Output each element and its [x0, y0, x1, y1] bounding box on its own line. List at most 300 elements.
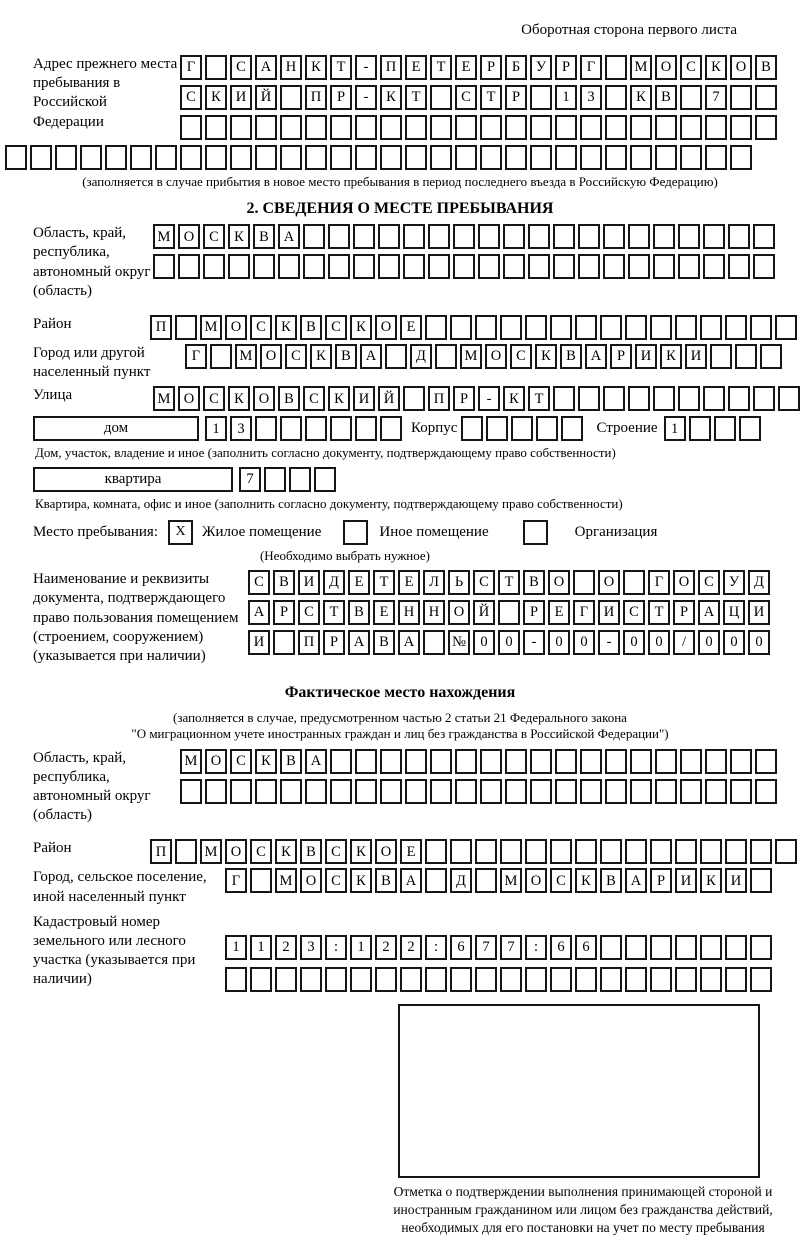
char-box[interactable]: [680, 145, 702, 170]
char-box[interactable]: [500, 315, 522, 340]
char-box[interactable]: [578, 386, 600, 411]
char-box[interactable]: О: [178, 386, 200, 411]
char-box[interactable]: К: [350, 839, 372, 864]
char-box[interactable]: М: [153, 386, 175, 411]
char-box[interactable]: Р: [650, 868, 672, 893]
char-box[interactable]: И: [725, 868, 747, 893]
char-box[interactable]: [655, 749, 677, 774]
char-box[interactable]: [600, 315, 622, 340]
char-box[interactable]: К: [275, 315, 297, 340]
char-box[interactable]: [253, 254, 275, 279]
char-box[interactable]: [600, 839, 622, 864]
char-box[interactable]: П: [150, 839, 172, 864]
char-box[interactable]: Ц: [723, 600, 745, 625]
char-box[interactable]: Т: [323, 600, 345, 625]
char-box[interactable]: [280, 779, 302, 804]
char-box[interactable]: [330, 749, 352, 774]
char-box[interactable]: [230, 779, 252, 804]
char-box[interactable]: [525, 967, 547, 992]
char-box[interactable]: В: [375, 868, 397, 893]
prev-address-row-4[interactable]: [5, 145, 795, 170]
char-box[interactable]: [175, 839, 197, 864]
char-box[interactable]: 1: [664, 416, 686, 441]
char-box[interactable]: К: [228, 224, 250, 249]
char-box[interactable]: [503, 224, 525, 249]
char-box[interactable]: Л: [423, 570, 445, 595]
char-box[interactable]: 3: [230, 416, 252, 441]
char-box[interactable]: [378, 224, 400, 249]
char-box[interactable]: С: [455, 85, 477, 110]
char-box[interactable]: [503, 254, 525, 279]
char-box[interactable]: [430, 749, 452, 774]
char-box[interactable]: Т: [373, 570, 395, 595]
char-box[interactable]: Р: [330, 85, 352, 110]
char-box[interactable]: 0: [698, 630, 720, 655]
char-box[interactable]: С: [473, 570, 495, 595]
char-box[interactable]: 1: [555, 85, 577, 110]
char-box[interactable]: [605, 115, 627, 140]
char-box[interactable]: [675, 839, 697, 864]
char-box[interactable]: [500, 967, 522, 992]
char-box[interactable]: [205, 779, 227, 804]
char-box[interactable]: [380, 115, 402, 140]
cadastre-row-1[interactable]: [225, 935, 775, 960]
district-row[interactable]: [150, 315, 800, 340]
char-box[interactable]: [380, 779, 402, 804]
char-box[interactable]: [80, 145, 102, 170]
char-box[interactable]: М: [630, 55, 652, 80]
char-box[interactable]: [555, 115, 577, 140]
char-box[interactable]: [428, 254, 450, 279]
char-box[interactable]: [450, 839, 472, 864]
char-box[interactable]: [630, 145, 652, 170]
char-box[interactable]: [380, 749, 402, 774]
char-box[interactable]: -: [355, 85, 377, 110]
char-box[interactable]: [725, 935, 747, 960]
char-box[interactable]: 7: [475, 935, 497, 960]
char-box[interactable]: [250, 967, 272, 992]
char-box[interactable]: О: [225, 315, 247, 340]
char-box[interactable]: [730, 115, 752, 140]
char-box[interactable]: [700, 967, 722, 992]
char-box[interactable]: [280, 416, 302, 441]
char-box[interactable]: И: [353, 386, 375, 411]
checkbox-residential[interactable]: X: [168, 520, 193, 545]
char-box[interactable]: О: [673, 570, 695, 595]
char-box[interactable]: Г: [648, 570, 670, 595]
char-box[interactable]: [730, 749, 752, 774]
char-box[interactable]: М: [500, 868, 522, 893]
char-box[interactable]: [700, 935, 722, 960]
char-box[interactable]: С: [250, 839, 272, 864]
korpus-row[interactable]: [461, 416, 586, 441]
char-box[interactable]: С: [550, 868, 572, 893]
char-box[interactable]: М: [180, 749, 202, 774]
char-box[interactable]: [678, 224, 700, 249]
char-box[interactable]: Д: [748, 570, 770, 595]
char-box[interactable]: [450, 967, 472, 992]
prev-address-row-3[interactable]: [180, 115, 780, 140]
char-box[interactable]: [430, 115, 452, 140]
char-box[interactable]: [775, 315, 797, 340]
char-box[interactable]: [725, 315, 747, 340]
char-box[interactable]: [625, 935, 647, 960]
char-box[interactable]: [550, 839, 572, 864]
char-box[interactable]: [530, 85, 552, 110]
char-box[interactable]: Е: [373, 600, 395, 625]
char-box[interactable]: 1: [350, 935, 372, 960]
char-box[interactable]: [230, 115, 252, 140]
char-box[interactable]: [623, 570, 645, 595]
char-box[interactable]: О: [730, 55, 752, 80]
char-box[interactable]: [328, 254, 350, 279]
char-box[interactable]: [205, 145, 227, 170]
char-box[interactable]: Н: [280, 55, 302, 80]
char-box[interactable]: К: [660, 344, 682, 369]
char-box[interactable]: 0: [498, 630, 520, 655]
char-box[interactable]: О: [598, 570, 620, 595]
char-box[interactable]: [625, 315, 647, 340]
actual-district-row[interactable]: [150, 839, 800, 864]
char-box[interactable]: К: [310, 344, 332, 369]
char-box[interactable]: [255, 416, 277, 441]
char-box[interactable]: В: [348, 600, 370, 625]
char-box[interactable]: П: [305, 85, 327, 110]
char-box[interactable]: [250, 868, 272, 893]
char-box[interactable]: [205, 55, 227, 80]
char-box[interactable]: -: [355, 55, 377, 80]
char-box[interactable]: [475, 839, 497, 864]
char-box[interactable]: [505, 779, 527, 804]
char-box[interactable]: В: [523, 570, 545, 595]
char-box[interactable]: [505, 749, 527, 774]
char-box[interactable]: О: [448, 600, 470, 625]
char-box[interactable]: Н: [398, 600, 420, 625]
char-box[interactable]: П: [380, 55, 402, 80]
prev-address-row-1[interactable]: [180, 55, 780, 80]
char-box[interactable]: [603, 224, 625, 249]
char-box[interactable]: [580, 779, 602, 804]
city-row[interactable]: [185, 344, 785, 369]
char-box[interactable]: [600, 935, 622, 960]
char-box[interactable]: О: [253, 386, 275, 411]
char-box[interactable]: [650, 967, 672, 992]
char-box[interactable]: [755, 779, 777, 804]
char-box[interactable]: [425, 967, 447, 992]
char-box[interactable]: [603, 386, 625, 411]
char-box[interactable]: [475, 967, 497, 992]
char-box[interactable]: [710, 344, 732, 369]
checkbox-other-premises[interactable]: [343, 520, 368, 545]
char-box[interactable]: [55, 145, 77, 170]
char-box[interactable]: [30, 145, 52, 170]
char-box[interactable]: В: [560, 344, 582, 369]
char-box[interactable]: Г: [580, 55, 602, 80]
char-box[interactable]: В: [300, 315, 322, 340]
char-box[interactable]: И: [748, 600, 770, 625]
char-box[interactable]: Е: [548, 600, 570, 625]
char-box[interactable]: [700, 315, 722, 340]
char-box[interactable]: [725, 967, 747, 992]
char-box[interactable]: А: [400, 868, 422, 893]
char-box[interactable]: [675, 315, 697, 340]
char-box[interactable]: [750, 967, 772, 992]
char-box[interactable]: А: [625, 868, 647, 893]
char-box[interactable]: 3: [580, 85, 602, 110]
char-box[interactable]: [280, 115, 302, 140]
char-box[interactable]: 0: [548, 630, 570, 655]
char-box[interactable]: [703, 386, 725, 411]
char-box[interactable]: [653, 224, 675, 249]
char-box[interactable]: [353, 224, 375, 249]
char-box[interactable]: [300, 967, 322, 992]
char-box[interactable]: Е: [405, 55, 427, 80]
char-box[interactable]: Д: [410, 344, 432, 369]
char-box[interactable]: [630, 115, 652, 140]
char-box[interactable]: Р: [453, 386, 475, 411]
char-box[interactable]: [675, 967, 697, 992]
char-box[interactable]: [605, 145, 627, 170]
char-box[interactable]: М: [153, 224, 175, 249]
char-box[interactable]: [528, 254, 550, 279]
char-box[interactable]: М: [200, 839, 222, 864]
char-box[interactable]: С: [510, 344, 532, 369]
char-box[interactable]: А: [278, 224, 300, 249]
char-box[interactable]: [305, 115, 327, 140]
char-box[interactable]: [575, 315, 597, 340]
char-box[interactable]: 3: [300, 935, 322, 960]
char-box[interactable]: [536, 416, 558, 441]
char-box[interactable]: С: [230, 749, 252, 774]
char-box[interactable]: [385, 344, 407, 369]
char-box[interactable]: С: [203, 386, 225, 411]
char-box[interactable]: [561, 416, 583, 441]
char-box[interactable]: А: [398, 630, 420, 655]
char-box[interactable]: А: [360, 344, 382, 369]
char-box[interactable]: Д: [450, 868, 472, 893]
char-box[interactable]: [255, 115, 277, 140]
char-box[interactable]: [578, 224, 600, 249]
char-box[interactable]: [350, 967, 372, 992]
char-box[interactable]: В: [253, 224, 275, 249]
char-box[interactable]: С: [325, 839, 347, 864]
char-box[interactable]: У: [723, 570, 745, 595]
char-box[interactable]: [505, 145, 527, 170]
char-box[interactable]: Й: [255, 85, 277, 110]
char-box[interactable]: [405, 749, 427, 774]
char-box[interactable]: Е: [400, 315, 422, 340]
char-box[interactable]: [530, 749, 552, 774]
char-box[interactable]: [425, 839, 447, 864]
char-box[interactable]: :: [325, 935, 347, 960]
char-box[interactable]: 7: [239, 467, 261, 492]
char-box[interactable]: [714, 416, 736, 441]
char-box[interactable]: [455, 145, 477, 170]
char-box[interactable]: №: [448, 630, 470, 655]
char-box[interactable]: А: [698, 600, 720, 625]
char-box[interactable]: [180, 145, 202, 170]
actual-city-row[interactable]: [225, 868, 775, 893]
char-box[interactable]: [280, 145, 302, 170]
char-box[interactable]: К: [255, 749, 277, 774]
char-box[interactable]: [330, 779, 352, 804]
char-box[interactable]: К: [380, 85, 402, 110]
char-box[interactable]: Р: [555, 55, 577, 80]
char-box[interactable]: [650, 839, 672, 864]
char-box[interactable]: [498, 600, 520, 625]
char-box[interactable]: 7: [500, 935, 522, 960]
document-row-3[interactable]: [248, 630, 773, 655]
char-box[interactable]: [778, 386, 800, 411]
char-box[interactable]: М: [235, 344, 257, 369]
char-box[interactable]: 2: [275, 935, 297, 960]
char-box[interactable]: [678, 386, 700, 411]
char-box[interactable]: [255, 779, 277, 804]
char-box[interactable]: К: [503, 386, 525, 411]
char-box[interactable]: 2: [400, 935, 422, 960]
char-box[interactable]: [486, 416, 508, 441]
region-row-1[interactable]: [153, 224, 778, 249]
char-box[interactable]: [380, 145, 402, 170]
char-box[interactable]: [705, 779, 727, 804]
char-box[interactable]: [278, 254, 300, 279]
char-box[interactable]: 2: [375, 935, 397, 960]
char-box[interactable]: [739, 416, 761, 441]
apartment-row[interactable]: [239, 467, 339, 492]
char-box[interactable]: [730, 145, 752, 170]
char-box[interactable]: [655, 145, 677, 170]
char-box[interactable]: 0: [723, 630, 745, 655]
char-box[interactable]: [750, 935, 772, 960]
char-box[interactable]: [580, 145, 602, 170]
char-box[interactable]: С: [325, 868, 347, 893]
char-box[interactable]: 0: [623, 630, 645, 655]
char-box[interactable]: [375, 967, 397, 992]
char-box[interactable]: [553, 386, 575, 411]
prev-address-row-2[interactable]: [180, 85, 780, 110]
char-box[interactable]: [735, 344, 757, 369]
char-box[interactable]: [705, 115, 727, 140]
char-box[interactable]: О: [525, 868, 547, 893]
char-box[interactable]: [480, 749, 502, 774]
region-row-2[interactable]: [153, 254, 778, 279]
char-box[interactable]: Т: [480, 85, 502, 110]
char-box[interactable]: [655, 779, 677, 804]
char-box[interactable]: С: [698, 570, 720, 595]
char-box[interactable]: [105, 145, 127, 170]
char-box[interactable]: [680, 779, 702, 804]
char-box[interactable]: [525, 839, 547, 864]
char-box[interactable]: [5, 145, 27, 170]
char-box[interactable]: [605, 749, 627, 774]
char-box[interactable]: [430, 85, 452, 110]
char-box[interactable]: Е: [398, 570, 420, 595]
actual-region-row-2[interactable]: [180, 779, 780, 804]
char-box[interactable]: [230, 145, 252, 170]
char-box[interactable]: Т: [648, 600, 670, 625]
char-box[interactable]: [753, 386, 775, 411]
char-box[interactable]: [689, 416, 711, 441]
char-box[interactable]: [264, 467, 286, 492]
char-box[interactable]: 1: [250, 935, 272, 960]
char-box[interactable]: [330, 115, 352, 140]
char-box[interactable]: С: [285, 344, 307, 369]
char-box[interactable]: [600, 967, 622, 992]
char-box[interactable]: [750, 315, 772, 340]
char-box[interactable]: [203, 254, 225, 279]
char-box[interactable]: Г: [185, 344, 207, 369]
char-box[interactable]: А: [248, 600, 270, 625]
char-box[interactable]: К: [328, 386, 350, 411]
char-box[interactable]: -: [523, 630, 545, 655]
char-box[interactable]: [450, 315, 472, 340]
document-row-2[interactable]: [248, 600, 773, 625]
char-box[interactable]: С: [623, 600, 645, 625]
char-box[interactable]: [605, 779, 627, 804]
char-box[interactable]: [305, 145, 327, 170]
char-box[interactable]: С: [303, 386, 325, 411]
char-box[interactable]: И: [298, 570, 320, 595]
char-box[interactable]: В: [755, 55, 777, 80]
char-box[interactable]: [555, 145, 577, 170]
char-box[interactable]: Р: [610, 344, 632, 369]
char-box[interactable]: [435, 344, 457, 369]
char-box[interactable]: К: [228, 386, 250, 411]
char-box[interactable]: 6: [575, 935, 597, 960]
char-box[interactable]: [355, 145, 377, 170]
char-box[interactable]: [750, 868, 772, 893]
char-box[interactable]: [453, 254, 475, 279]
char-box[interactable]: О: [260, 344, 282, 369]
char-box[interactable]: [705, 749, 727, 774]
char-box[interactable]: [573, 570, 595, 595]
char-box[interactable]: [675, 935, 697, 960]
char-box[interactable]: [425, 868, 447, 893]
char-box[interactable]: [455, 115, 477, 140]
char-box[interactable]: [553, 254, 575, 279]
char-box[interactable]: Г: [225, 868, 247, 893]
char-box[interactable]: В: [373, 630, 395, 655]
char-box[interactable]: [255, 145, 277, 170]
char-box[interactable]: [314, 467, 336, 492]
char-box[interactable]: [511, 416, 533, 441]
char-box[interactable]: [630, 749, 652, 774]
char-box[interactable]: [730, 85, 752, 110]
char-box[interactable]: [505, 115, 527, 140]
char-box[interactable]: [603, 254, 625, 279]
char-box[interactable]: [650, 935, 672, 960]
char-box[interactable]: [775, 839, 797, 864]
char-box[interactable]: Н: [423, 600, 445, 625]
char-box[interactable]: К: [535, 344, 557, 369]
char-box[interactable]: [578, 254, 600, 279]
char-box[interactable]: О: [548, 570, 570, 595]
char-box[interactable]: [705, 145, 727, 170]
char-box[interactable]: [378, 254, 400, 279]
checkbox-organization[interactable]: [523, 520, 548, 545]
char-box[interactable]: Т: [430, 55, 452, 80]
char-box[interactable]: [303, 224, 325, 249]
char-box[interactable]: [355, 779, 377, 804]
char-box[interactable]: [760, 344, 782, 369]
char-box[interactable]: К: [205, 85, 227, 110]
char-box[interactable]: Т: [498, 570, 520, 595]
char-box[interactable]: И: [675, 868, 697, 893]
char-box[interactable]: [703, 254, 725, 279]
char-box[interactable]: [461, 416, 483, 441]
char-box[interactable]: М: [275, 868, 297, 893]
char-box[interactable]: [403, 386, 425, 411]
